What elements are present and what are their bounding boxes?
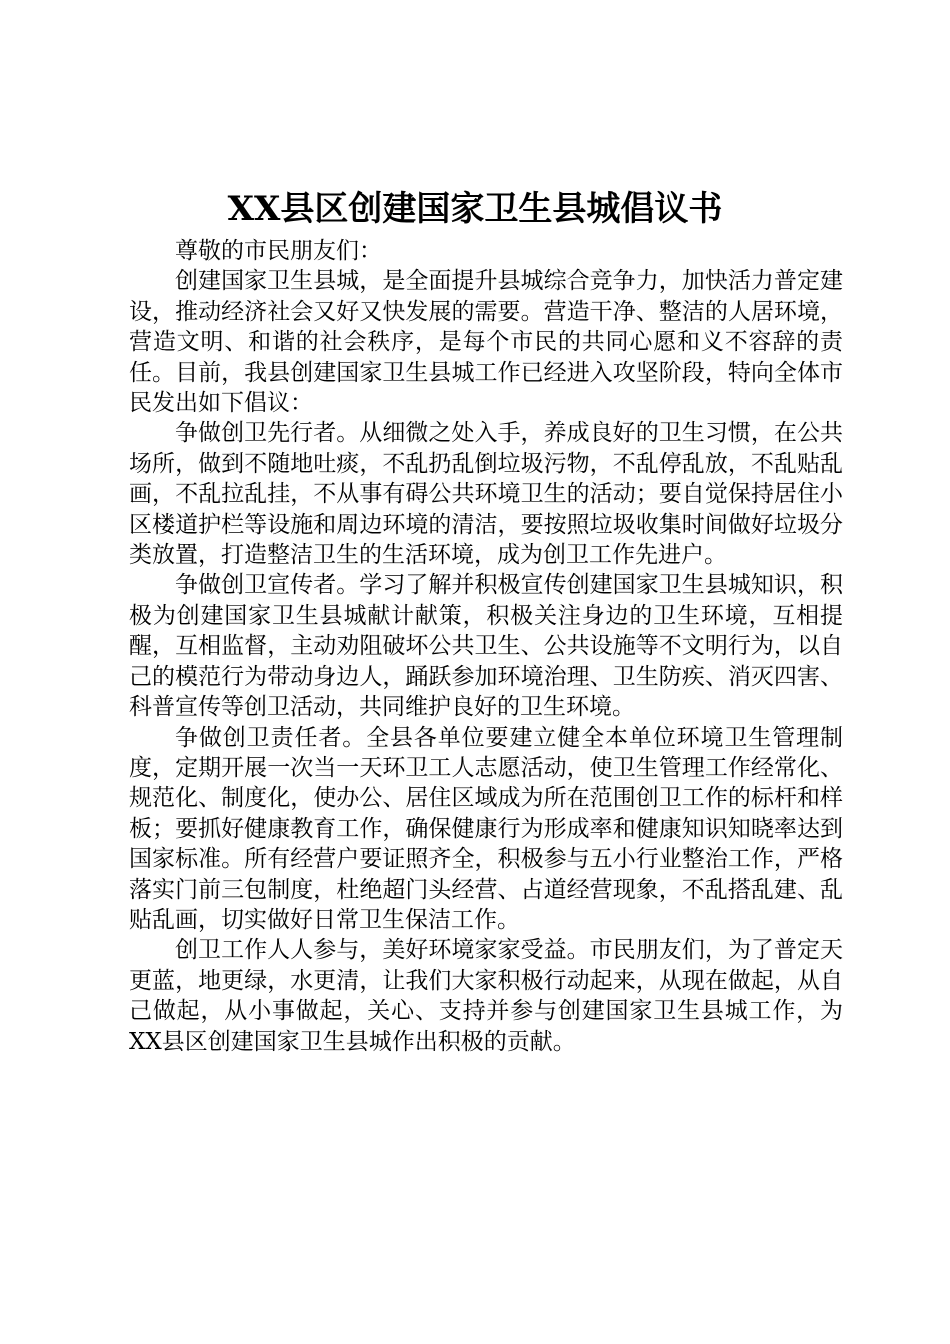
paragraph-closing: 创卫工作人人参与，美好环境家家受益。市民朋友们，为了普定天更蓝，地更绿，水更清，让我们大家积极行动起来，从现在做起，从自己做起，从小事做起，关心、支持并参与创建国家卫生县城工作，为XX县区创建国家卫生县城作出积极的贡献。 — [129, 937, 843, 1055]
paragraph-intro: 创建国家卫生县城，是全面提升县城综合竞争力，加快活力普定建设，推动经济社会又好又快发展的需要。营造干净、整洁的人居环境，营造文明、和谐的社会秩序，是每个市民的共同心愿和义不容辞的责任。目前，我县创建国家卫生县城工作已经进入攻坚阶段，特向全体市民发出如下倡议： — [129, 268, 843, 417]
paragraph-pioneer: 争做创卫先行者。从细微之处入手，养成良好的卫生习惯，在公共场所，做到不随地吐痰，不乱扔乱倒垃圾污物，不乱停乱放，不乱贴乱画，不乱拉乱挂，不从事有碍公共环境卫生的活动；要自觉保持居住小区楼道护栏等设施和周边环境的清洁，要按照垃圾收集时间做好垃圾分类放置，打造整洁卫生的生活环境，成为创卫工作先进户。 — [129, 420, 843, 569]
paragraph-responsibility: 争做创卫责任者。全县各单位要建立健全本单位环境卫生管理制度，定期开展一次当一天环卫工人志愿活动，使卫生管理工作经常化、规范化、制度化，使办公、居住区域成为所在范围创卫工作的标杆和样板；要抓好健康教育工作，确保健康行为形成率和健康知识知晓率达到国家标准。所有经营户要证照齐全，积极参与五小行业整治工作，严格落实门前三包制度，杜绝超门头经营、占道经营现象，不乱搭乱建、乱贴乱画，切实做好日常卫生保洁工作。 — [129, 724, 843, 933]
document-body — [129, 236, 843, 1057]
greeting: 尊敬的市民朋友们： — [175, 238, 382, 264]
paragraph-promoter: 争做创卫宣传者。学习了解并积极宣传创建国家卫生县城知识，积极为创建国家卫生县城献计献策，积极关注身边的卫生环境，互相提醒，互相监督，主动劝阻破坏公共卫生、公共设施等不文明行为，以自己的模范行为带动身边人，踊跃参加环境治理、卫生防疾、消灭四害、科普宣传等创卫活动，共同维护良好的卫生环境。 — [129, 572, 843, 721]
document-title: XX县区创建国家卫生县城倡议书 — [227, 189, 723, 229]
